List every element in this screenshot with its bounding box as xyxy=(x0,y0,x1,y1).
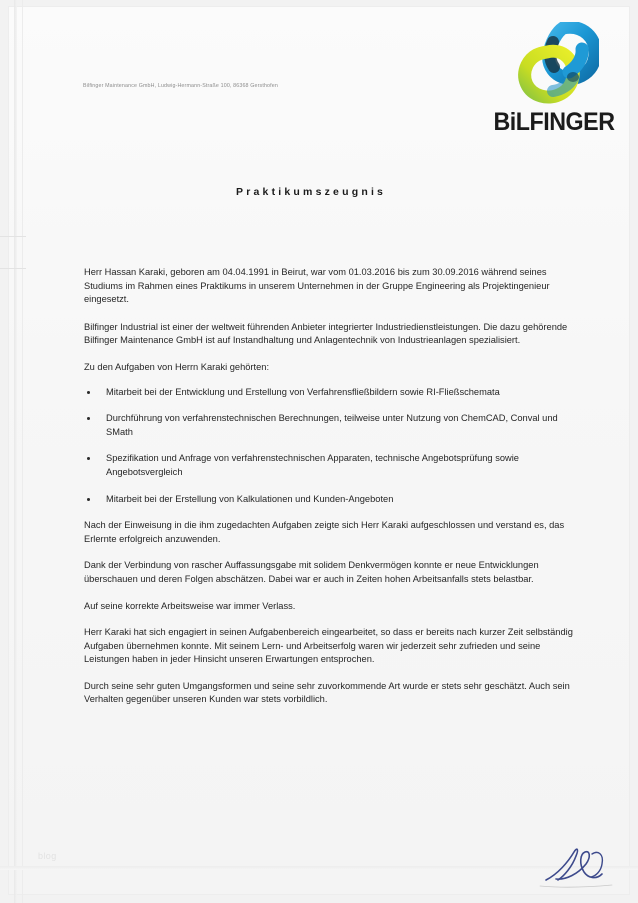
sender-address-line: Bilfinger Maintenance GmbH, Ludwig-Hermann-Straße 100, 86368 Gersthofen xyxy=(83,83,278,89)
paragraph-induction: Nach der Einweisung in die ihm zugedachten Aufgaben zeigte sich Herr Karaki aufgeschlossen und verstand es, das Erlernte erfolgreich anzuwenden. xyxy=(84,520,565,544)
bullet-icon xyxy=(87,457,90,460)
list-item xyxy=(84,452,586,479)
document-title: Praktikumszeugnis xyxy=(236,186,387,198)
task-text: Durchführung von verfahrenstechnischen Berechnungen, teilweise unter Nutzung von ChemCAD, Conval und SMath xyxy=(106,413,558,437)
task-text: Spezifikation und Anfrage von verfahrenstechnischen Apparaten, technische Angebotsprüfung sowie Angebotsvergleich xyxy=(106,453,519,477)
paragraph-intro: Herr Hassan Karaki, geboren am 04.04.1991 in Beirut, war vom 01.03.2016 bis zum 30.09.2016 während seines Studiums im Rahmen eines Praktikums in unserem Unternehmen in der Gruppe Engineering als Projektingenieur eingesetzt. xyxy=(84,267,550,305)
scan-edge-band xyxy=(14,0,17,903)
handwritten-signature xyxy=(538,840,616,892)
bullet-icon xyxy=(87,498,90,501)
paragraph-comprehension: Dank der Verbindung von rascher Auffassungsgabe mit solidem Denkvermögen konnte er neue Entwicklungen überschauen und deren Folgen abschätzen. Dabei war er auch in Zeiten hohen Arbeitsanfalls stets belastbar. xyxy=(84,560,539,584)
bilfinger-loops-icon xyxy=(513,22,599,106)
task-text: Mitarbeit bei der Erstellung von Kalkulationen und Kunden-Angeboten xyxy=(106,493,394,504)
fold-mark-lower xyxy=(0,268,26,269)
task-list xyxy=(84,386,586,507)
scan-edge-line xyxy=(22,0,23,903)
list-item xyxy=(84,412,586,439)
bullet-icon xyxy=(87,391,90,394)
paragraph-reliability: Auf seine korrekte Arbeitsweise war immer Verlass. xyxy=(84,600,296,611)
company-logo xyxy=(487,22,621,138)
paragraph-tasks-lead-in: Zu den Aufgaben von Herrn Karaki gehörten: xyxy=(84,361,270,372)
bullet-icon xyxy=(87,417,90,420)
bilfinger-wordmark: BiLFINGER xyxy=(493,108,615,136)
list-item xyxy=(84,493,586,507)
task-text: Mitarbeit bei der Entwicklung und Erstellung von Verfahrensfließbildern sowie RI-Fließschemata xyxy=(106,386,500,397)
footer-watermark-text: blog xyxy=(38,851,57,861)
paragraph-conduct: Durch seine sehr guten Umgangsformen und seine sehr zuvorkommende Art wurde er stets sehr geschätzt. Auch sein Verhalten gegenüber unseren Kunden war stets vorbildlich. xyxy=(84,680,570,705)
document-body xyxy=(84,266,586,720)
fold-mark-upper xyxy=(0,236,26,237)
list-item xyxy=(84,386,586,400)
paragraph-performance: Herr Karaki hat sich engagiert in seinen Aufgabenbereich eingearbeitet, so dass er bereits nach kurzer Zeit selbständig Aufgaben übernehmen konnte. Mit seinem Lern- und Arbeitserfolg waren wir jederzeit sehr zufrieden und seine Leistungen haben in jeder Hinsicht unseren Erwartungen entsprochen. xyxy=(84,627,573,665)
paragraph-company: Bilfinger Industrial ist einer der weltweit führenden Anbieter integrierter Industriedienstleistungen. Die dazu gehörende Bilfinger Maintenance GmbH ist auf Instandhaltung und Anlagentechnik von Industrieanlagen spezialisiert. xyxy=(84,321,568,346)
